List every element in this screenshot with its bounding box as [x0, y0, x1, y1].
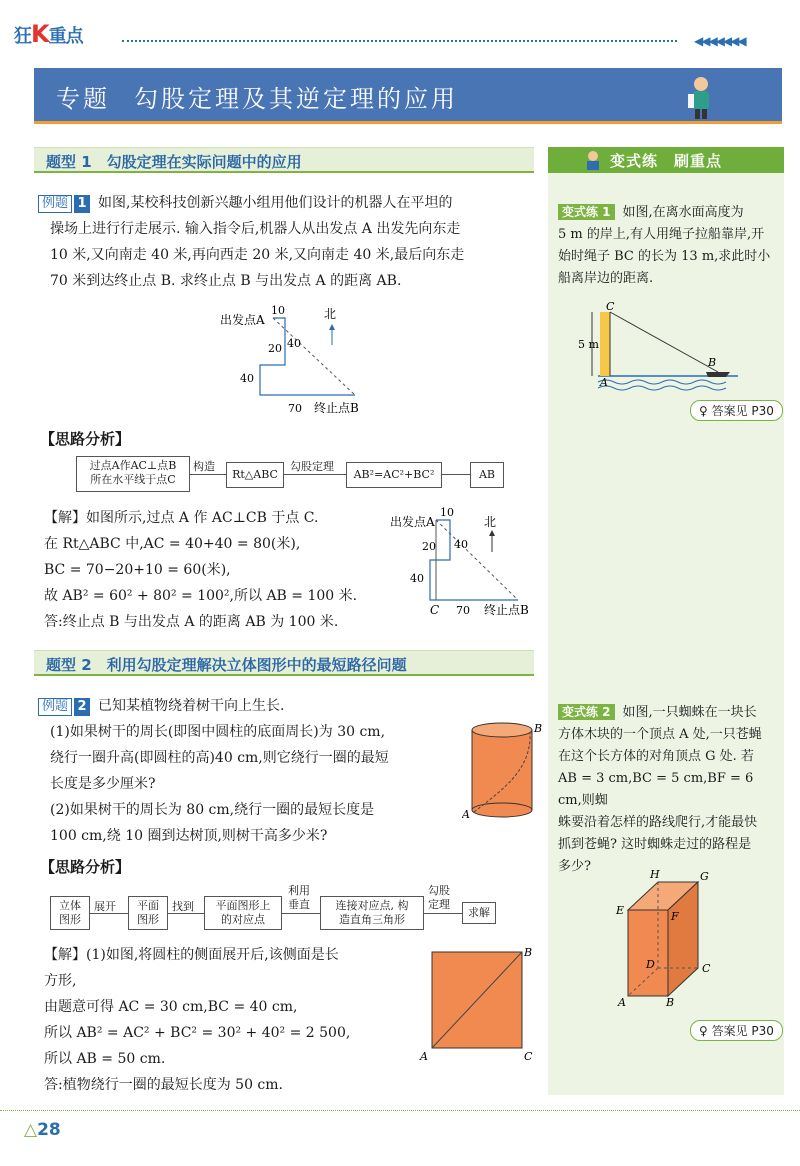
header-arrows-icon: ◀◀◀◀◀◀◀ — [694, 34, 745, 48]
analysis-2-heading: 【思路分析】 — [40, 858, 131, 876]
svg-text:10: 10 — [271, 304, 285, 317]
logo: 狂K重点 — [14, 20, 83, 48]
unrolled-rectangle-figure — [414, 944, 540, 1064]
sidebar-header: 变式练 刷重点 — [548, 147, 784, 173]
svg-text:A: A — [420, 1050, 428, 1063]
svg-text:40: 40 — [287, 337, 301, 350]
header-dotted-line — [122, 40, 677, 42]
example-1-text: 例题 1 如图,某校科技创新兴趣小组用他们设计的机器人在平坦的 操场上进行行走展示. 输入指令后,机器人从出发点 A 出发先向东走 10 米,又向南走 40 米,再向西走 20 米,又向南走 40 米,最后向东走 70 米到达终止点 B. 求终止点 B 与出发点 A 的距离 AB. — [38, 190, 538, 294]
svg-text:10: 10 — [440, 506, 454, 519]
answer-badge-1[interactable]: ♀ 答案见 P30 — [690, 400, 783, 421]
solution-1-figure — [386, 504, 546, 620]
example-2-text: 例题 2 已知某植物绕着树干向上生长. (1)如果树干的周长(即图中圆柱的底面周长)为 30 cm, 绕行一圈升高(即圆柱的高)40 cm,则它绕行一圈的最短 长度是多少厘米? (2)如果树干的周长为 80 cm,绕行一圈的最短长度是 100 cm,绕 10 圈到达树顶,则树干高多少米? — [38, 693, 478, 849]
example-1-figure — [210, 300, 390, 418]
banner-title: 专题 勾股定理及其逆定理的应用 — [56, 85, 458, 113]
svg-text:70: 70 — [288, 402, 302, 415]
svg-text:A: A — [618, 996, 626, 1008]
chapter-banner — [34, 68, 782, 124]
boat-figure — [578, 300, 748, 392]
cylinder-figure — [462, 720, 542, 826]
svg-text:H: H — [650, 868, 660, 881]
flow2-box-plane: 平面 图形 — [128, 896, 168, 930]
svg-text:20: 20 — [422, 540, 436, 553]
flow2-box-solve: 求解 — [462, 902, 496, 924]
svg-text:出发点A: 出发点A — [390, 515, 435, 529]
svg-text:70: 70 — [456, 604, 470, 617]
flow1-box-triangle: Rt△ABC — [226, 462, 284, 488]
flow2-box-solid: 立体 图形 — [50, 896, 90, 930]
flow2-box-connect: 连接对应点, 构 造直角三角形 — [320, 896, 424, 930]
flow1-arrow-1 — [190, 474, 226, 475]
svg-text:终止点B: 终止点B — [314, 401, 359, 415]
svg-text:E: E — [616, 904, 625, 917]
svg-text:B: B — [534, 722, 542, 735]
svg-text:40: 40 — [410, 572, 424, 585]
solution-1: 【解】如图所示,过点 A 作 AC⊥CB 于点 C. 在 Rt△ABC 中,AC = 40+40 = 80(米), BC = 70−20+10 = 60(米), 故 AB² = 60² + 80² = 100²,所以 AB = 100 米. 答:终止点 B 与出发点 A 的距离 AB 为 100 米. — [44, 510, 358, 630]
svg-text:5 m: 5 m — [578, 338, 599, 351]
flow2-box-points: 平面图形上 的对应点 — [204, 896, 282, 930]
variant-1-text: 变式练 1 如图,在离水面高度为 5 m 的岸上,有人用绳子拉船靠岸,开 始时绳子 BC 的长为 13 m,求此时小 船离岸边的距离. — [558, 205, 771, 286]
svg-text:40: 40 — [454, 538, 468, 551]
analysis-1-heading: 【思路分析】 — [40, 430, 131, 448]
svg-text:C: C — [606, 300, 615, 313]
section-2-header: 题型 2 利用勾股定理解决立体图形中的最短路径问题 — [34, 650, 534, 676]
svg-text:A: A — [600, 376, 608, 389]
svg-text:B: B — [666, 996, 675, 1008]
svg-text:G: G — [700, 870, 709, 883]
svg-text:A: A — [462, 808, 470, 821]
student-icon — [582, 149, 604, 171]
variant-2-text: 变式练 2 如图,一只蜘蛛在一块长 方体木块的一个顶点 A 处,一只苍蝇 在这个长方体的对角顶点 G 处. 若 AB = 3 cm,BC = 5 cm,BF = 6 cm,则蜘 蛛要沿着怎样的路线爬行,才能最快 抓到苍蝇? 这时蜘蛛走过的路程是 多少? — [558, 705, 762, 874]
cuboid-figure — [610, 868, 720, 1008]
flow1-box-result: AB — [470, 462, 504, 488]
flow1-box-formula: AB²=AC²+BC² — [346, 462, 442, 488]
page-number: △28 — [24, 1120, 61, 1140]
fig1-start-label: 出发点A — [220, 313, 265, 327]
svg-text:40: 40 — [240, 372, 254, 385]
svg-text:C: C — [524, 1050, 533, 1063]
mascot-icon — [682, 74, 720, 120]
svg-text:终止点B: 终止点B — [484, 603, 529, 617]
solution-2: 【解】(1)如图,将圆柱的侧面展开后,该侧面是长 方形, 由题意可得 AC = 30 cm,BC = 40 cm, 所以 AB² = AC² + BC² = 30² + 40² = 2 500, 所以 AB = 50 cm. 答:植物绕行一圈的最短长度为 50 cm. — [44, 947, 351, 1093]
flow1-arrow-3 — [442, 474, 470, 475]
footer-line — [0, 1110, 800, 1111]
svg-text:F: F — [671, 910, 679, 923]
svg-text:B: B — [708, 356, 717, 369]
flow1-arrow-2 — [284, 474, 346, 475]
svg-text:20: 20 — [268, 342, 282, 355]
svg-text:北: 北 — [484, 515, 497, 529]
svg-text:C: C — [430, 603, 440, 617]
svg-text:C: C — [702, 962, 711, 975]
svg-text:D: D — [646, 958, 655, 971]
svg-text:北: 北 — [324, 307, 337, 321]
section-1-header: 题型 1 勾股定理在实际问题中的应用 — [34, 147, 534, 173]
flow1-box-construct: 过点A作AC⊥点B 所在水平线于点C — [76, 456, 190, 492]
answer-badge-2[interactable]: ♀ 答案见 P30 — [690, 1020, 783, 1041]
svg-text:B: B — [524, 946, 533, 959]
